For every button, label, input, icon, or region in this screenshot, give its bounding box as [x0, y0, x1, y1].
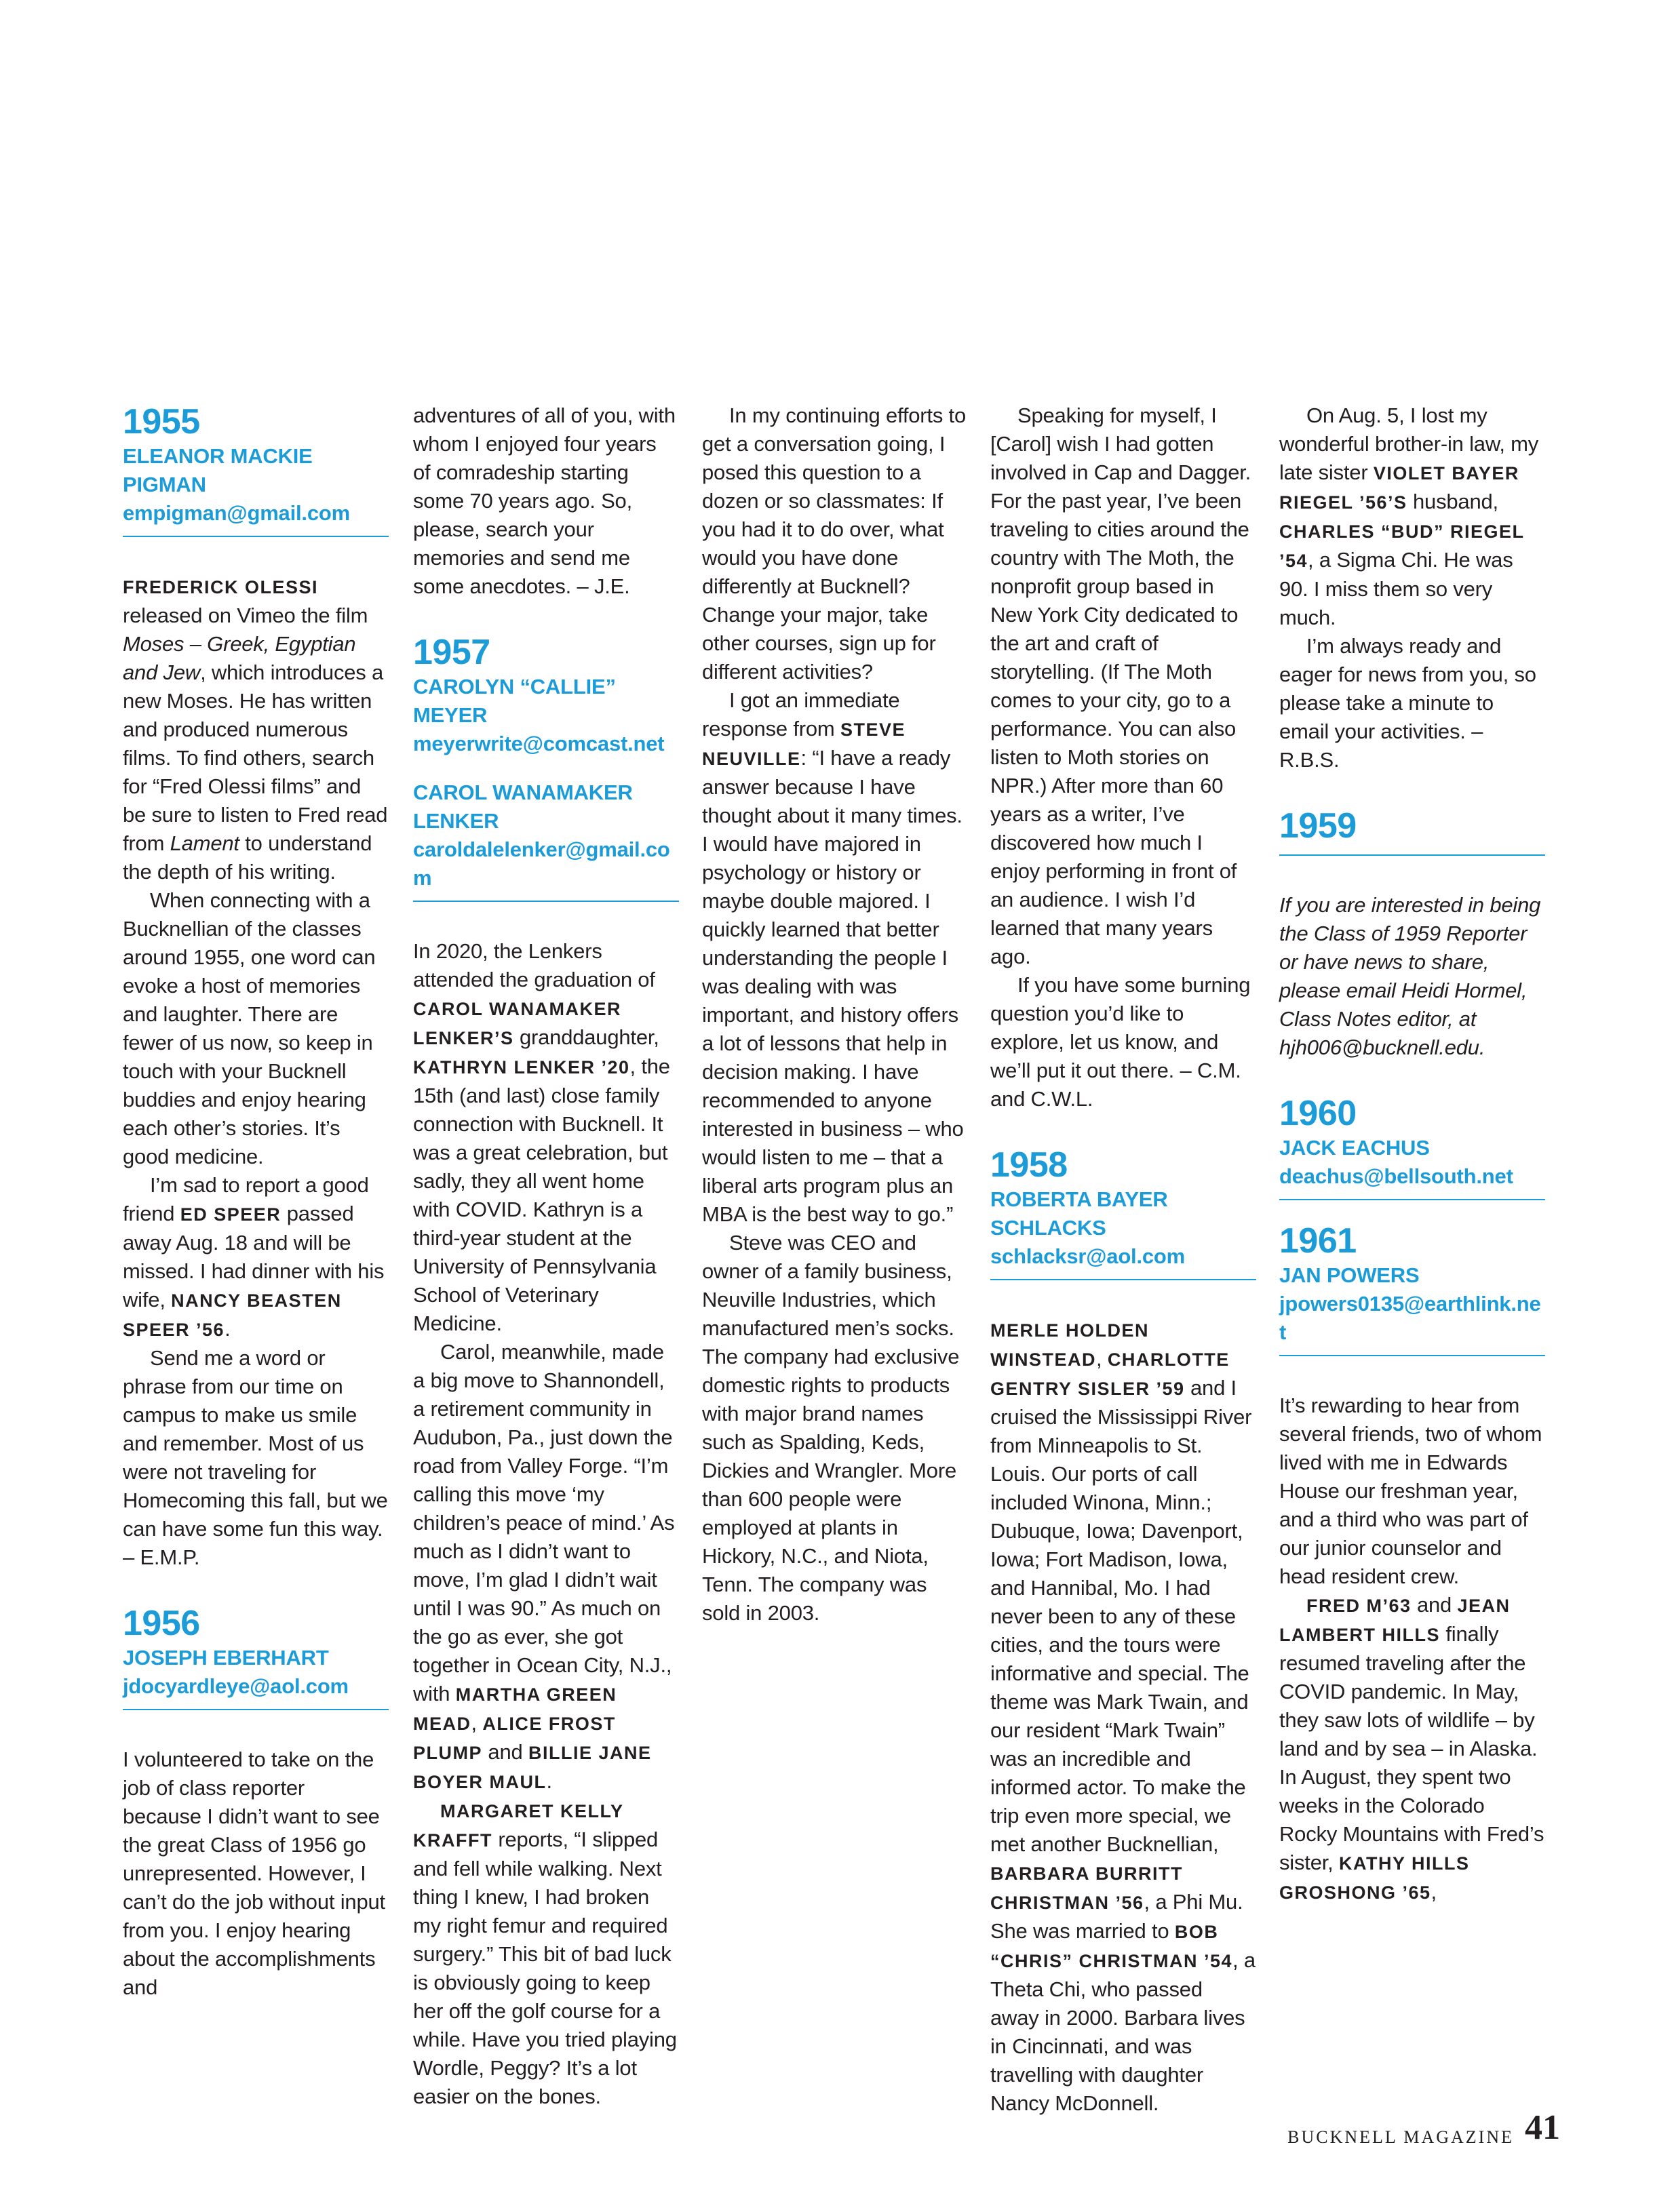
class-year-heading-1955: 1955	[123, 402, 200, 441]
alumni-name: KATHY HILLS GROSHONG ’65	[1279, 1853, 1470, 1903]
alumni-name: CHARLOTTE GENTRY SISLER ’59	[990, 1349, 1230, 1399]
column-2	[413, 401, 679, 2111]
class-reporter-name: JAN POWERS	[1279, 1263, 1420, 1287]
alumni-name: STEVE NEUVILLE	[702, 719, 906, 769]
alumni-name: VIOLET BAYER RIEGEL ’56’S	[1279, 463, 1519, 513]
paragraph: FREDERICK OLESSI released on Vimeo the film Moses – Greek, Egyptian and Jew, which introduces a new Moses. He has written and produced numerous films. To find others, search for “Fred Olessi films” and be sure to listen to Fred read from Lament to understand the depth of his writing.	[123, 577, 388, 884]
class-reporter-email[interactable]: jdocyardleye@aol.com	[123, 1674, 349, 1698]
paragraph: MERLE HOLDEN WINSTEAD, CHARLOTTE GENTRY SISLER ’59 and I cruised the Mississippi River from Minneapolis to St. Louis. Our ports of call included Winona, Minn.; Dubuque, Iowa; Davenport, Iowa; Fort Madison, Iowa, and Hannibal, Mo. I had never been to any of these cities, and the tours were informative and special. The theme was Mark Twain, and our resident “Mark Twain” was an incredible and informed actor. To make the trip even more special, we met another Bucknellian, BARBARA BURRITT CHRISTMAN ’56, a Phi Mu. She was married to BOB “CHRIS” CHRISTMAN ’54, a Theta Chi, who passed away in 2000. Barbara lives in Cincinnati, and was travelling with daughter Nancy McDonnell.	[990, 1320, 1256, 2115]
alumni-name: BOB “CHRIS” CHRISTMAN ’54	[990, 1922, 1233, 1971]
film-title: Moses – Greek, Egyptian and Jew	[123, 632, 356, 684]
magazine-name: BUCKNELL MAGAZINE	[1287, 2127, 1514, 2147]
paragraph: Steve was CEO and owner of a family business, Neuville Industries, which manufactured men’s socks. The company had exclusive domestic rights to products with major brand names such as Spalding, Keds, Dickies and Wrangler. More than 600 people were employed at plants in Hickory, N.C., and Niota, Tenn. The company was sold in 2003.	[702, 1231, 960, 1625]
alumni-name: BARBARA BURRITT CHRISTMAN ’56	[990, 1863, 1183, 1913]
class-reporter-name: JACK EACHUS	[1279, 1136, 1430, 1160]
column-4	[990, 401, 1256, 2118]
class-reporter-email[interactable]: meyerwrite@comcast.net	[413, 732, 665, 755]
paragraph: In my continuing efforts to get a conversation going, I posed this question to a dozen or so classmates: If you had it to do over, what would you have done differently at Bucknell? Change your major, take other courses, sign up for different activities?	[702, 403, 966, 684]
alumni-name: BILLIE JANE BOYER MAUL	[413, 1743, 652, 1792]
alumni-name: NANCY BEASTEN SPEER ’56	[123, 1290, 342, 1340]
paragraph: I’m always ready and eager for news from you, so please take a minute to email your activities. – R.B.S.	[1279, 634, 1536, 772]
class-reporter-name: ELEANOR MACKIE PIGMAN	[123, 444, 313, 496]
alumni-name: KATHRYN LENKER ’20	[413, 1057, 630, 1078]
alumni-name: CAROL WANAMAKER LENKER’S	[413, 999, 621, 1048]
paragraph: On Aug. 5, I lost my wonderful brother-in law, my late sister VIOLET BAYER RIEGEL ’56’S husband, CHARLES “BUD” RIEGEL ’54, a Sigma Chi. He was 90. I miss them so very much.	[1279, 403, 1539, 629]
paragraph: Send me a word or phrase from our time on campus to make us smile and remember. Most of us were not traveling for Homecoming this fall, but we can have some fun this way. – E.M.P.	[123, 1346, 388, 1569]
alumni-name: ED SPEER	[180, 1204, 281, 1225]
alumni-name: ALICE FROST PLUMP	[413, 1714, 616, 1763]
paragraph: Carol, meanwhile, made a big move to Shannondell, a retirement community in Audubon, Pa., just down the road from Valley Forge. “I’m calling this move ‘my children’s peace of mind.’ As much as I didn’t want to move, I’m glad I didn’t wait until I was 90.” As much on the go as ever, she got together in Ocean City, N.J., with MARTHA GREEN MEAD, ALICE FROST PLUMP and BILLIE JANE BOYER MAUL.	[413, 1340, 675, 1793]
class-reporter-email[interactable]: jpowers0135@earthlink.net	[1279, 1292, 1541, 1344]
column-3	[702, 401, 968, 1627]
paragraph: If you are interested in being the Class of 1959 Reporter or have news to share, please email Heidi Hormel, Class Notes editor, at hjh006@bucknell.edu.	[1279, 893, 1541, 1059]
column-5	[1279, 401, 1545, 1907]
alumni-name: MARTHA GREEN MEAD	[413, 1684, 617, 1734]
class-year-heading-1957: 1957	[413, 633, 490, 672]
paragraph: I volunteered to take on the job of class reporter because I didn’t want to see the great Class of 1956 go unrepresented. However, I can’t do the job without input from you. I enjoy hearing about the accomplishments and	[123, 1747, 385, 1999]
paragraph: I’m sad to report a good friend ED SPEER passed away Aug. 18 and will be missed. I had dinner with his wife, NANCY BEASTEN SPEER ’56.	[123, 1173, 385, 1341]
class-reporter-name: ROBERTA BAYER SCHLACKS	[990, 1187, 1168, 1240]
class-year-heading-1958: 1958	[990, 1145, 1068, 1185]
page-number: 41	[1525, 2108, 1560, 2147]
alumni-name: JEAN LAMBERT HILLS	[1279, 1596, 1511, 1645]
alumni-name: CHARLES “BUD” RIEGEL ’54	[1279, 521, 1525, 571]
column-1	[123, 401, 389, 2002]
film-title: Lament	[170, 831, 239, 855]
paragraph: FRED M’63 and JEAN LAMBERT HILLS finally resumed traveling after the COVID pandemic. In May, they saw lots of wildlife – by land and by sea – in Alaska. In August, they spent two weeks in the Colorado Rocky Mountains with Fred’s sister, KATHY HILLS GROSHONG ’65,	[1279, 1593, 1544, 1903]
alumni-name: FREDERICK OLESSI	[123, 577, 319, 597]
paragraph: MARGARET KELLY KRAFFT reports, “I slipped and fell while walking. Next thing I knew, I had broken my right femur and required surgery.” This bit of bad luck is obviously going to keep her off the golf course for a while. Have you tried playing Wordle, Peggy? It’s a lot easier on the bones.	[413, 1801, 677, 2108]
paragraph: I got an immediate response from STEVE NEUVILLE: “I have a ready answer because I have thought about it many times. I would have majored in psychology or history or maybe double majored. I quickly learned that better understanding the people I was dealing with was important, and history offers a lot of lessons that help in decision making. I have recommended to anyone interested in business – who would listen to me – that a liberal arts program plus an MBA is the best way to go.”	[702, 688, 964, 1226]
class-reporter-email[interactable]: caroldalelenker@gmail.com	[413, 837, 670, 890]
class-reporter-name: CAROLYN “CALLIE” MEYER	[413, 675, 616, 727]
paragraph: When connecting with a Bucknellian of the classes around 1955, one word can evoke a host of memories and laughter. There are fewer of us now, so keep in touch with your Bucknell buddies and enjoy hearing each other’s stories. It’s good medicine.	[123, 888, 376, 1168]
alumni-name: MARGARET KELLY KRAFFT	[413, 1801, 624, 1851]
paragraph: If you have some burning question you’d like to explore, let us know, and we’ll put it out there. – C.M. and C.W.L.	[990, 973, 1251, 1111]
class-reporter-name: JOSEPH EBERHART	[123, 1646, 329, 1670]
class-year-heading-1956: 1956	[123, 1604, 200, 1643]
paragraph: In 2020, the Lenkers attended the graduation of CAROL WANAMAKER LENKER’S granddaughter, KATHRYN LENKER ’20, the 15th (and last) close family connection with Bucknell. It was a great celebration, but sadly, they all went home with COVID. Kathryn is a third-year student at the University of Pennsylvania School of Veterinary Medicine.	[413, 939, 670, 1335]
paragraph: It’s rewarding to hear from several friends, two of whom lived with me in Edwards House our freshman year, and a third who was part of our junior counselor and head resident crew.	[1279, 1394, 1542, 1588]
class-reporter-email[interactable]: deachus@bellsouth.net	[1279, 1164, 1513, 1188]
class-reporter-email[interactable]: empigman@gmail.com	[123, 501, 350, 525]
class-reporter-email[interactable]: schlacksr@aol.com	[990, 1244, 1186, 1268]
alumni-name: FRED M’63	[1306, 1596, 1412, 1616]
alumni-name: MERLE HOLDEN WINSTEAD	[990, 1320, 1149, 1370]
class-reporter-name: CAROL WANAMAKER LENKER	[413, 781, 633, 833]
paragraph: adventures of all of you, with whom I enjoyed four years of comradeship starting some 70 years ago. So, please, search your memories and send me some anecdotes. – J.E.	[413, 403, 676, 598]
class-year-heading-1960: 1960	[1279, 1094, 1357, 1133]
class-year-heading-1961: 1961	[1279, 1221, 1357, 1261]
paragraph: Speaking for myself, I [Carol] wish I had gotten involved in Cap and Dagger. For the past year, I’ve been traveling to cities around the country with The Moth, the nonprofit group based in New York City dedicated to the art and craft of storytelling. (If The Moth comes to your city, go to a performance. You can also listen to Moth stories on NPR.) After more than 60 years as a writer, I’ve discovered how much I enjoy performing in front of an audience. I wish I’d learned that many years ago.	[990, 403, 1251, 968]
class-year-heading-1959: 1959	[1279, 806, 1357, 846]
